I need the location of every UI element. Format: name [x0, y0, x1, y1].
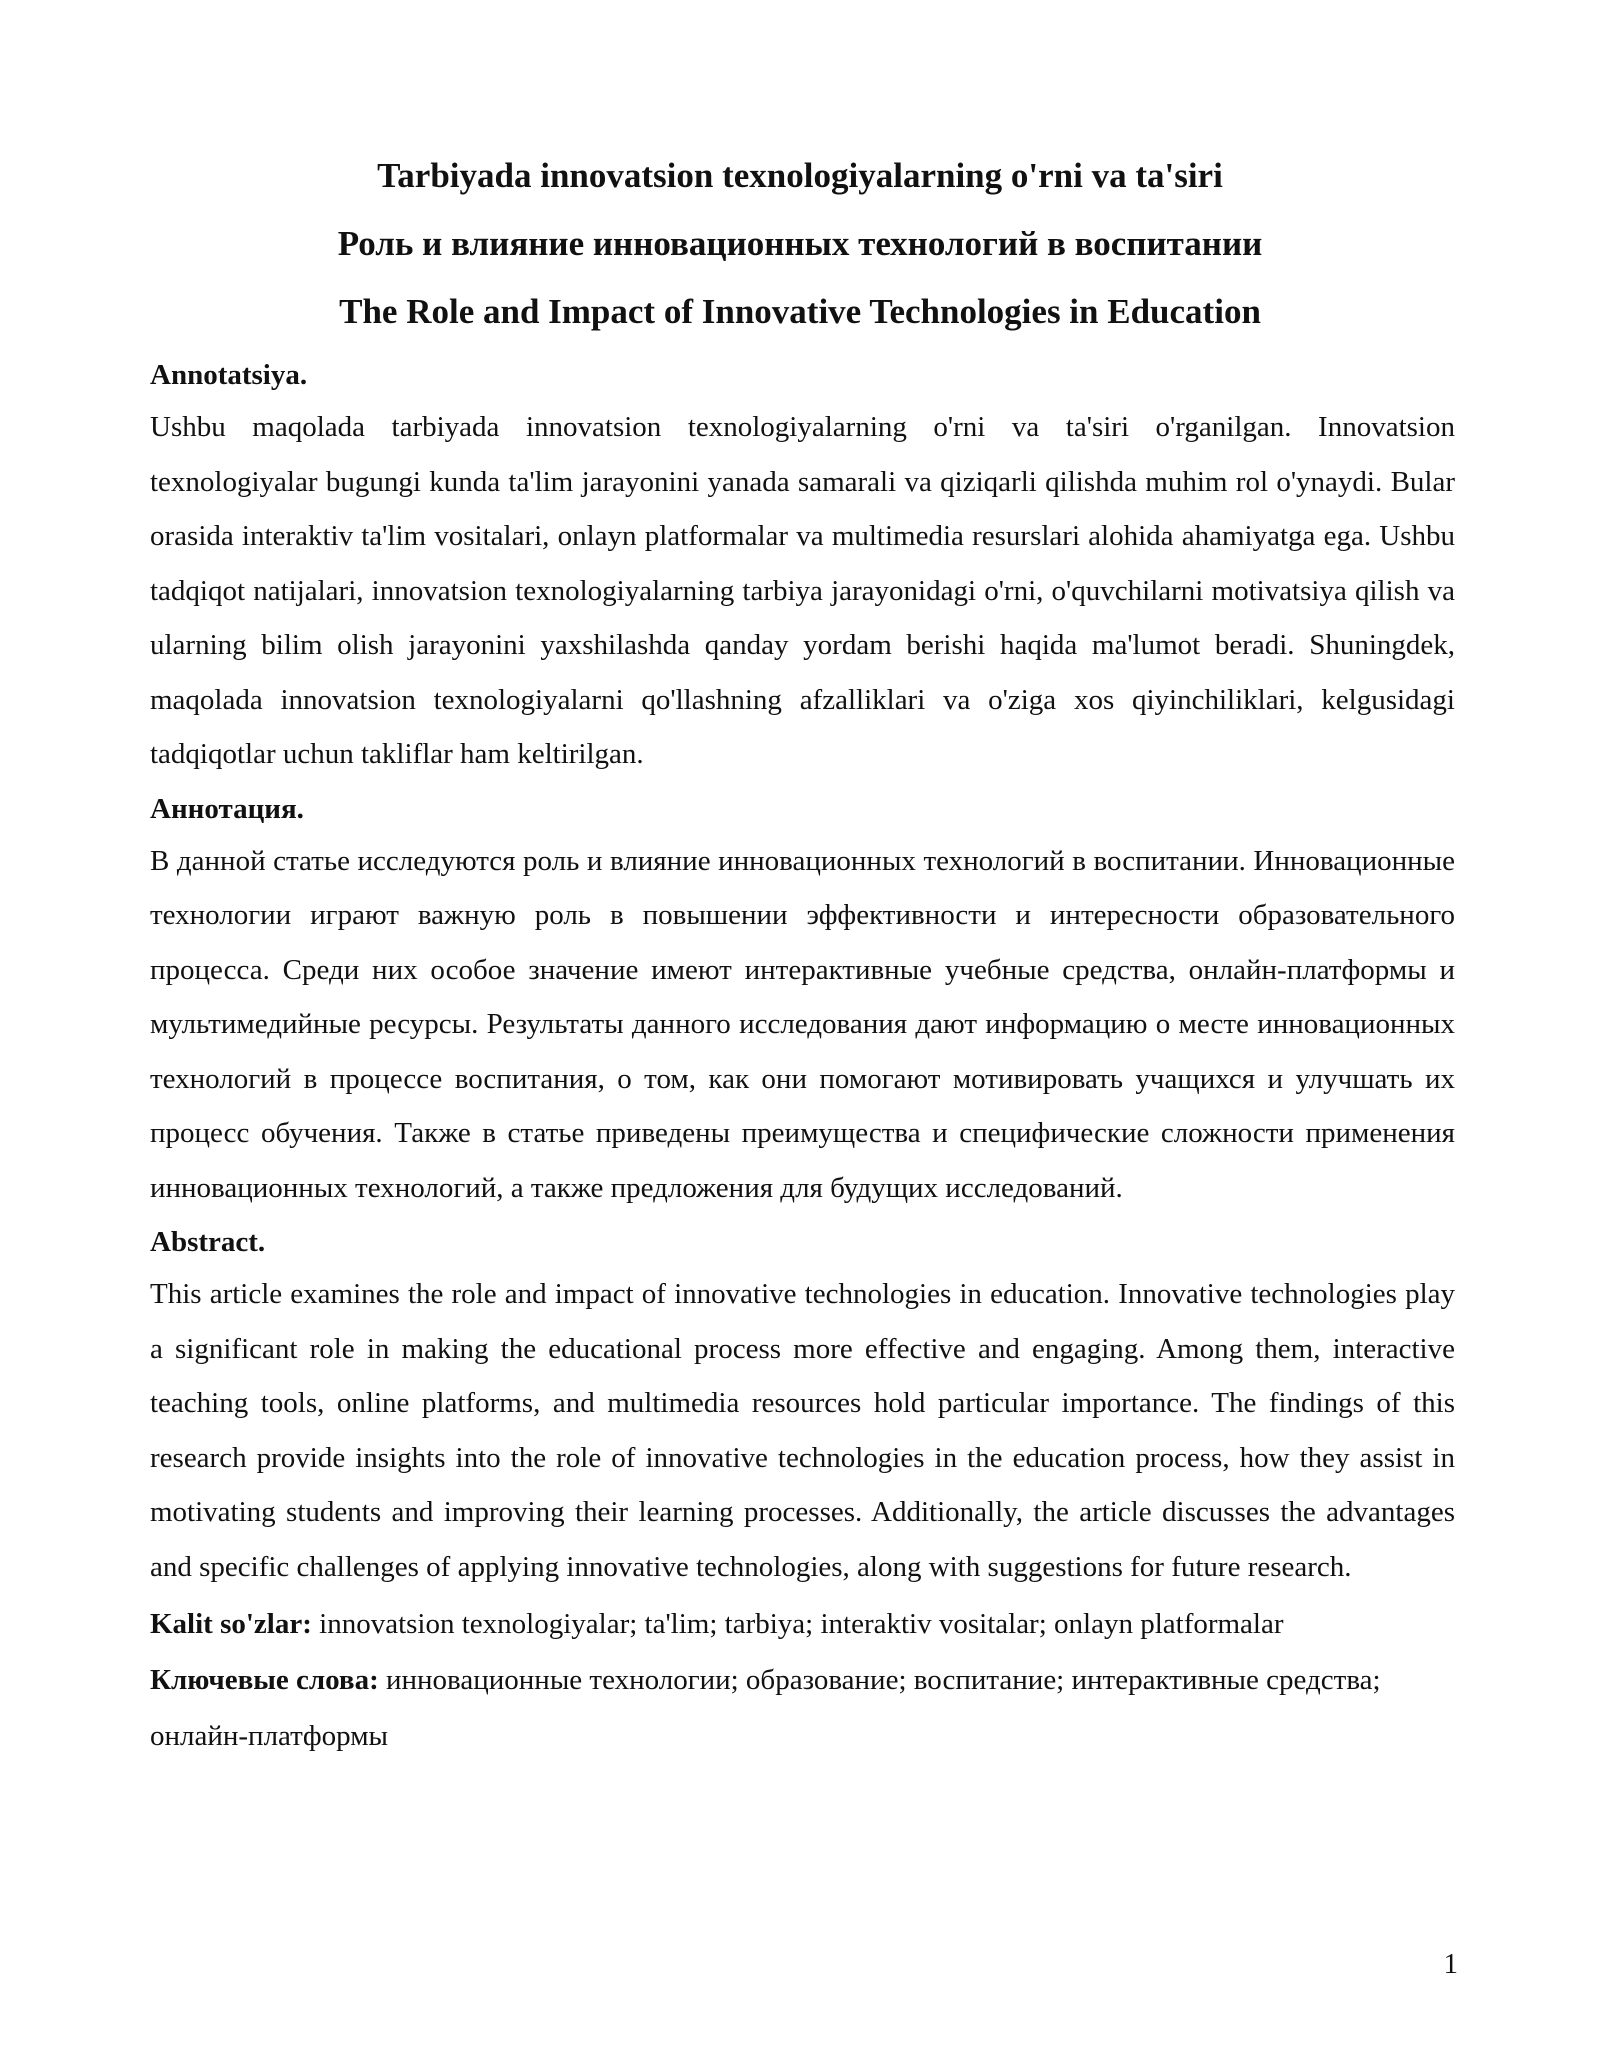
keywords-russian-text: инновационные технологии; образование; воспитание; интерактивные средства; онлайн-платформы [150, 1664, 1381, 1752]
abstract-russian-heading: Аннотация. [150, 792, 304, 825]
document-body [150, 350, 1455, 1764]
title-english: The Role and Impact of Innovative Technologies in Education [339, 292, 1261, 331]
keywords-russian [150, 1652, 1455, 1764]
keywords-russian-label: Ключевые слова: [150, 1664, 379, 1696]
keywords-uzbek-label: Kalit so'zlar: [150, 1608, 312, 1640]
page-number: 1 [1443, 1948, 1458, 1980]
abstract-uzbek-text: Ushbu maqolada tarbiyada innovatsion texnologiyalarning o'rni va ta'siri o'rganilgan. Innovatsion texnologiyalar bugungi kunda ta'lim jarayonini yanada samarali va qiziqarli qilishda muhim rol o'ynaydi. Bular orasida interaktiv ta'lim vositalari, onlayn platformalar va multimedia resurslari alohida ahamiyatga ega. Ushbu tadqiqot natijalari, innovatsion texnologiyalarning tarbiya jarayonidagi o'rni, o'quvchilarni motivatsiya qilish va ularning bilim olish jarayonini yaxshilashda qanday yordam berishi haqida ma'lumot beradi. Shuningdek, maqolada innovatsion texnologiyalarni qo'llashning afzalliklari va o'ziga xos qiyinchiliklari, kelgusidagi tadqiqotlar uchun takliflar ham keltirilgan. [150, 411, 1455, 770]
abstract-russian-text: В данной статье исследуются роль и влияние инновационных технологий в воспитании. Инновационные технологии играют важную роль в повышении эффективности и интересности образовательного процесса. Среди них особое значение имеют интерактивные учебные средства, онлайн-платформы и мультимедийные ресурсы. Результаты данного исследования дают информацию о месте инновационных технологий в процессе воспитания, о том, как они помогают мотивировать учащихся и улучшать их процесс обучения. Также в статье приведены преимущества и специфические сложности применения инновационных технологий, а также предложения для будущих исследований. [150, 844, 1455, 1204]
keywords-uzbek-text: innovatsion texnologiyalar; ta'lim; tarbiya; interaktiv vositalar; onlayn platformalar [311, 1608, 1284, 1640]
abstract-uzbek-heading: Annotatsiya. [150, 359, 308, 391]
abstract-english-text: This article examines the role and impact of innovative technologies in education. Innovative technologies play a significant role in making the educational process more effective and engaging. Among them, interactive teaching tools, online platforms, and multimedia resources hold particular importance. The findings of this research provide insights into the role of innovative technologies in the education process, how they assist in motivating students and improving their learning processes. Additionally, the article discusses the advantages and specific challenges of applying innovative technologies, along with suggestions for future research. [150, 1278, 1455, 1583]
abstract-uzbek [150, 350, 1455, 782]
keywords-uzbek [150, 1596, 1455, 1652]
abstract-english-heading: Abstract. [150, 1226, 266, 1258]
title-russian: Роль и влияние инновационных технологий в воспитании [337, 224, 1263, 263]
abstract-russian [150, 784, 1455, 1216]
title-uzbek: Tarbiyada innovatsion texnologiyalarning o'rni va ta'siri [377, 156, 1223, 195]
title-block [150, 142, 1450, 346]
abstract-english [150, 1217, 1455, 1594]
